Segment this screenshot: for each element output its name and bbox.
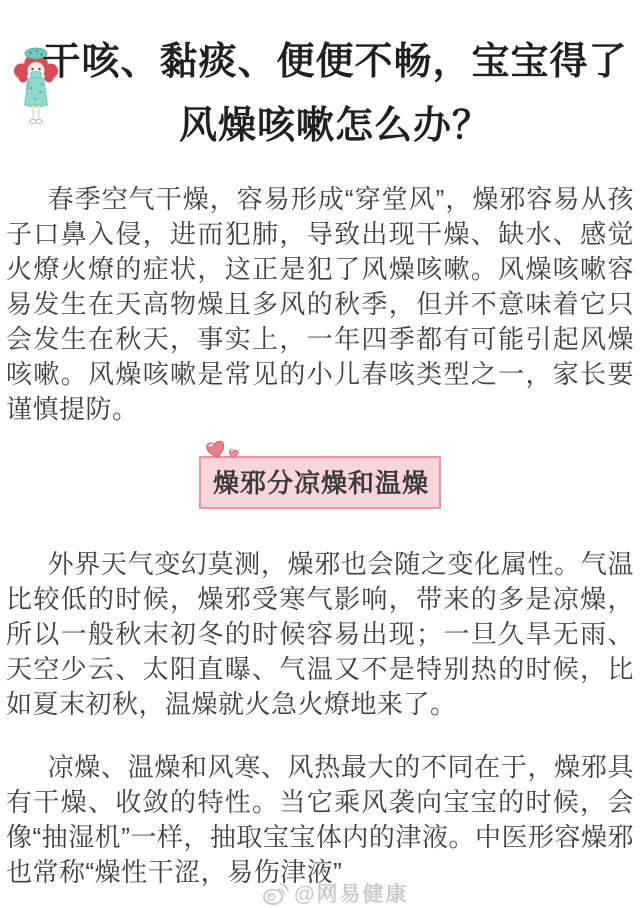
section-heading-badge	[199, 456, 441, 509]
watermark-handle: @网易健康	[294, 883, 409, 906]
section-paragraph-2: 凉燥、温燥和风寒、风热最大的不同在于，燥邪具有干燥、收敛的特性。当它乘风袭向宝宝的时候，会像“抽湿机”一样，抽取宝宝体内的津液。中医形容燥邪也常称“燥性干涩，易伤津液”	[6, 752, 634, 887]
page-title	[0, 30, 640, 158]
watermark	[262, 878, 408, 908]
intro-paragraph: 春季空气干燥，容易形成“穿堂风”，燥邪容易从孩子口鼻入侵，进而犯肺，导致出现干燥、缺水、感觉火燎火燎的症状，这正是犯了风燥咳嗽。风燥咳嗽容易发生在天高物燥且多风的秋季，但并不意味着它只会发生在秋天，事实上，一年四季都有可能引起风燥咳嗽。风燥咳嗽是常见的小儿春咳类型之一，家长要谨慎提防。	[6, 184, 634, 424]
page-title-line-2: 风燥咳嗽怎么办？	[178, 105, 491, 147]
section-heading-label: 燥邪分凉燥和温燥	[212, 468, 430, 498]
weibo-icon	[262, 881, 289, 906]
double-hearts-icon	[202, 436, 248, 464]
page-title-line-1: 干咳、黏痰、便便不畅，宝宝得了	[42, 41, 628, 83]
section-paragraph-1: 外界天气变幻莫测，燥邪也会随之变化属性。气温比较低的时候，燥邪受寒气影响，带来的多是凉燥，所以一般秋末初冬的时候容易出现；一旦久旱无雨、天空少云、太阳直曝、气温又不是特别热的时候，比如夏末初秋，温燥就火急火燎地来了。	[6, 549, 634, 719]
